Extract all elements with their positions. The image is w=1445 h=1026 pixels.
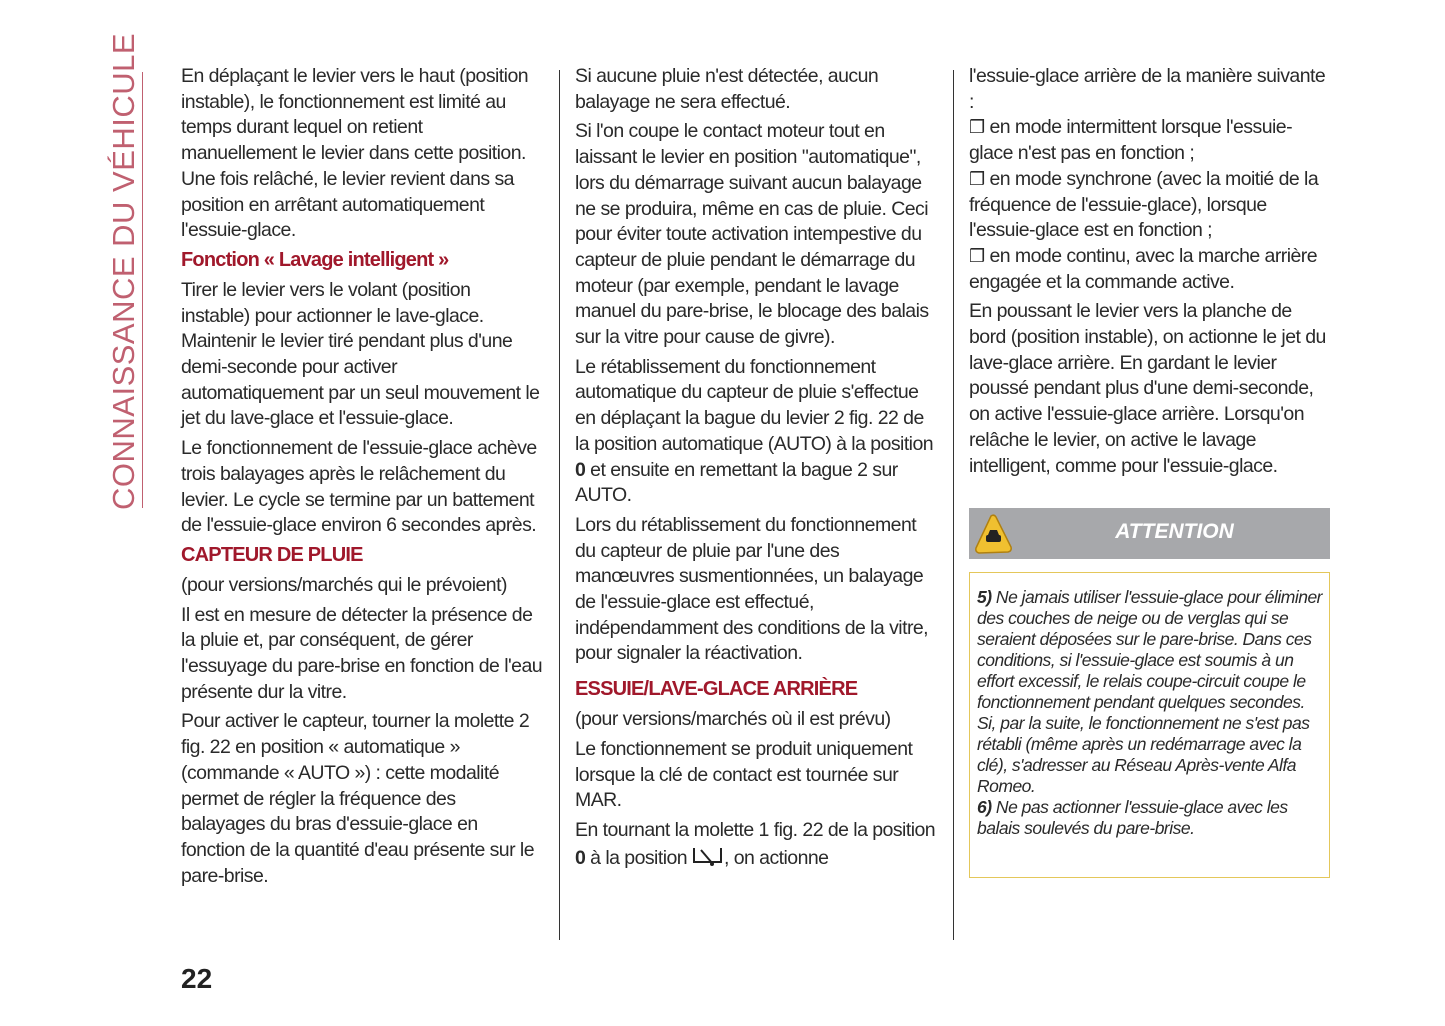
column-divider <box>559 70 560 940</box>
warning-text: Ne pas actionner l'essuie-glace avec les balais soulevés du pare-brise. <box>977 797 1288 838</box>
paragraph: (pour versions/marchés où il est prévu) <box>575 708 891 731</box>
paragraph: Le fonctionnement de l'essuie-glace achève trois balayages après le relâchement du levier. Le cycle se termine par un battement de l'essuie-glace environ 6 secondes après. <box>181 437 537 537</box>
paragraph: Si aucune pluie n'est détectée, aucun balayage ne sera effectué. <box>575 65 879 113</box>
column-3 <box>969 64 1331 483</box>
warning-6 <box>977 797 1322 839</box>
page-number: 22 <box>181 963 213 994</box>
side-divider <box>142 72 143 508</box>
heading-lavage-intelligent: Fonction « Lavage intelligent » <box>181 248 449 271</box>
paragraph: Pour activer le capteur, tourner la molette 2 fig. 22 en position « automatique » (commande « AUTO ») : cette modalité permet de régler la fréquence des balayages du bras d'essuie-glace en fonction de la quantité d'eau présente sur le pare-brise. <box>181 710 534 887</box>
position-zero: 0 <box>575 846 586 869</box>
paragraph: Lors du rétablissement du fonctionnement du capteur de pluie par l'une des manœuvres susmentionnées, un balayage de l'essuie-glace est effectué, indépendamment des conditions de la vitre, pour signaler la réactivation. <box>575 513 929 665</box>
attention-title: ATTENTION <box>1115 520 1234 543</box>
text: en mode continu, avec la marche arrière engagée et la commande active. <box>969 244 1318 293</box>
paragraph: Le fonctionnement se produit uniquement lorsque la clé de contact est tournée sur MAR. <box>575 737 913 812</box>
list-item <box>969 244 1331 295</box>
text: à la position <box>585 846 692 869</box>
text: , on actionne <box>723 846 829 869</box>
list-item <box>969 115 1331 166</box>
column-divider <box>953 70 954 940</box>
checkbox-bullet-icon: ❒ <box>969 168 985 189</box>
warning-box <box>969 572 1330 878</box>
position-zero: 0 <box>575 458 586 481</box>
text: et ensuite en remettant la bague 2 sur AUTO. <box>575 458 898 507</box>
paragraph: l'essuie-glace arrière de la manière suivante : <box>969 65 1326 113</box>
paragraph: Il est en mesure de détecter la présence de la pluie et, par conséquent, de gérer l'essuyage du pare-brise en fonction de l'eau présente dur la vitre. <box>181 603 543 703</box>
heading-capteur-de-pluie: CAPTEUR DE PLUIE <box>181 543 363 566</box>
warning-number: 6) <box>977 797 992 817</box>
checkbox-bullet-icon: ❒ <box>969 117 985 138</box>
paragraph <box>575 355 937 509</box>
rear-wiper-icon <box>692 844 724 876</box>
text: Le rétablissement du fonctionnement automatique du capteur de pluie s'effectue en déplaçant la bague du levier 2 fig. 22 de la position automatique (AUTO) à la position <box>575 355 934 455</box>
column-1 <box>181 64 543 893</box>
column-2 <box>575 64 937 879</box>
paragraph: Tirer le levier vers le volant (position instable) pour actionner le lave-glace. Maintenir le levier tiré pendant plus d'une demi-seconde pour activer automatiquement par un seul mouvement le jet du lave-glace et l'essuie-glace. <box>181 278 540 430</box>
list-item <box>969 167 1331 244</box>
checkbox-bullet-icon: ❒ <box>969 245 985 266</box>
paragraph: En déplaçant le levier vers le haut (position instable), le fonctionnement est limité au temps durant lequel on retient manuellement le levier dans cette position. Une fois relâché, le levier revient dans sa position en arrêtant automatiquement l'essuie-glace. <box>181 65 529 242</box>
warning-5 <box>977 587 1322 797</box>
warning-number: 5) <box>977 587 992 607</box>
attention-bar <box>969 508 1330 559</box>
text: en mode intermittent lorsque l'essuie-glace n'est pas en fonction ; <box>969 116 1293 165</box>
paragraph: En poussant le levier vers la planche de bord (position instable), on actionne le jet du lave-glace arrière. En gardant le levier poussé pendant plus d'une demi-seconde, on active l'essuie-glace arrière. Lorsqu'on relâche le levier, on active le lavage intelligent, comme pour l'essuie-glace. <box>969 300 1326 477</box>
side-title-text: CONNAISSANCE DU VÉHICULE <box>106 32 141 510</box>
paragraph <box>575 818 937 875</box>
text: en mode synchrone (avec la moitié de la fréquence de l'essuie-glace), lorsque l'essuie-glace est en fonction ; <box>969 167 1319 242</box>
paragraph: Si l'on coupe le contact moteur tout en laissant le levier en position "automatique", lors du démarrage suivant aucun balayage ne se produira, même en cas de pluie. Ceci pour éviter toute activation intempestive du capteur de pluie pendant le démarrage du moteur (par exemple, pendant le lavage manuel du pare-brise, le blocage des balais sur la vitre pour cause de givre). <box>575 120 929 349</box>
heading-essuie-lave-glace-arriere: ESSUIE/LAVE-GLACE ARRIÈRE <box>575 678 858 701</box>
warning-text: Ne jamais utiliser l'essuie-glace pour éliminer des couches de neige ou de verglas qui se seraient déposées sur le pare-brise. Dans ces conditions, si l'essuie-glace est soumis à un effort excessif, le relais coupe-circuit coupe le fonctionnement pendant quelques secondes. Si, par la suite, le fonctionnement ne s'est pas rétabli (même après un redémarrage avec la clé), s'adresser au Réseau Après-vente Alfa Romeo. <box>977 587 1323 796</box>
section-side-title <box>104 32 144 510</box>
paragraph: (pour versions/marchés qui le prévoient) <box>181 573 507 596</box>
text: En tournant la molette 1 fig. 22 de la position <box>575 818 936 841</box>
